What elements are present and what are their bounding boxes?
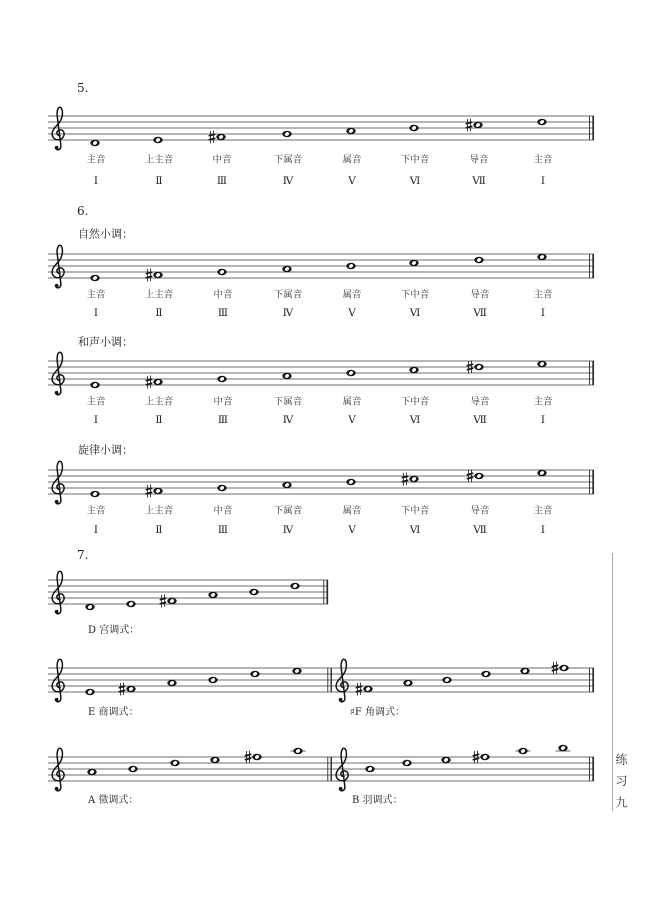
treble-clef-stroke — [52, 461, 64, 503]
scale-degree-label: 导音 — [470, 396, 490, 408]
sharp-bar — [552, 669, 559, 671]
scale-degree-label: 主音 — [533, 289, 553, 301]
scale-degree-numeral: Ⅰ — [93, 174, 99, 187]
whole-note — [556, 745, 571, 751]
scale-degree-numeral: Ⅱ — [155, 523, 163, 536]
side-tab-rule — [612, 553, 613, 811]
sharp-bar — [402, 476, 409, 478]
whole-note — [146, 269, 163, 282]
whole-note — [520, 668, 529, 674]
staff-natural-minor — [48, 245, 594, 287]
scale-degree-numeral: Ⅰ — [93, 413, 99, 426]
scale-degree-numeral: Ⅵ — [409, 413, 421, 426]
scale-degree-numeral: Ⅳ — [282, 523, 294, 536]
scale-degree-label: 主音 — [86, 396, 106, 408]
scale-degree-numeral: Ⅲ — [217, 306, 229, 319]
scale-degree-numeral: Ⅰ — [540, 174, 546, 187]
whole-note — [290, 583, 299, 589]
treble-clef — [336, 659, 348, 701]
staff-harmonic-minor — [48, 352, 594, 394]
scale-degree-numeral: Ⅰ — [540, 413, 546, 426]
treble-clef-dot — [55, 610, 59, 614]
natural-minor-title: 自然小调： — [78, 227, 133, 241]
staff-e-shang-fs-jue — [48, 659, 594, 701]
treble-clef — [336, 748, 348, 790]
scale-degree-label: 下属音 — [273, 505, 303, 517]
sharp-bar — [146, 492, 153, 494]
whole-note — [466, 119, 483, 132]
scale-degree-numeral: Ⅲ — [217, 523, 229, 536]
whole-note — [282, 373, 291, 379]
scale-degree-numeral: Ⅱ — [155, 306, 163, 319]
scale-degree-numeral: Ⅰ — [93, 523, 99, 536]
whole-note — [146, 376, 163, 389]
treble-clef-stroke — [336, 748, 348, 790]
whole-note — [409, 260, 418, 266]
whole-note — [537, 361, 546, 367]
whole-note — [282, 266, 291, 272]
treble-clef-dot — [55, 698, 59, 702]
scale-degree-label: 中音 — [213, 396, 233, 408]
scale-degree-label: 属音 — [342, 396, 362, 408]
sharp-bar — [552, 665, 559, 667]
treble-clef-stroke — [336, 659, 348, 701]
whole-note — [209, 131, 226, 144]
whole-note — [85, 604, 94, 610]
melodic-minor-title: 旋律小调： — [78, 443, 133, 457]
fs-jue-mode-label: ♯F 角调式： — [350, 707, 405, 718]
scale-degree-numeral: Ⅳ — [282, 413, 294, 426]
scale-degree-numeral: Ⅲ — [217, 413, 229, 426]
scale-degree-numeral: Ⅰ — [540, 523, 546, 536]
sharp-bar — [402, 480, 409, 482]
whole-note — [210, 757, 219, 763]
whole-note — [208, 592, 217, 598]
scale-degree-label: 主音 — [86, 289, 106, 301]
scale-degree-numeral: Ⅰ — [540, 306, 546, 319]
sharp-sign — [119, 683, 126, 696]
scale-degree-numeral: Ⅶ — [472, 174, 486, 187]
scale-degree-label: 下中音 — [400, 154, 430, 166]
scale-degree-numeral: Ⅶ — [473, 523, 487, 536]
d-gong-mode-label: D 宫调式： — [88, 625, 140, 636]
sharp-bar — [146, 276, 153, 278]
sharp-bar — [146, 383, 153, 385]
whole-note — [403, 680, 412, 686]
sharp-sign — [146, 376, 153, 389]
sharp-sign — [466, 119, 473, 132]
whole-note — [250, 671, 259, 677]
scale-degree-numeral: Ⅶ — [473, 306, 487, 319]
whole-note — [292, 668, 301, 674]
exercise-5-number: 5. — [77, 81, 89, 95]
sharp-sign — [160, 595, 167, 608]
treble-clef-stroke — [52, 107, 64, 149]
staff-d-gong — [48, 571, 328, 613]
whole-note — [346, 263, 355, 269]
whole-note — [85, 689, 94, 695]
scale-degree-label: 上主音 — [144, 289, 174, 301]
whole-note — [537, 254, 546, 260]
scale-degree-label: 导音 — [470, 289, 490, 301]
whole-note — [87, 769, 96, 775]
scale-degree-label: 下中音 — [400, 289, 430, 301]
sharp-bar — [466, 126, 473, 128]
staff-melodic-minor — [48, 461, 594, 503]
sharp-bar — [467, 364, 474, 366]
exercise-7-number: 7. — [77, 548, 89, 562]
whole-note — [537, 119, 546, 125]
whole-note — [409, 125, 418, 131]
sharp-bar — [467, 473, 474, 475]
scale-degree-label: 主音 — [86, 154, 106, 166]
scale-degree-label: 属音 — [342, 289, 362, 301]
exercise-6-number: 6. — [77, 204, 89, 218]
whole-note — [356, 683, 373, 696]
whole-note — [442, 677, 451, 683]
sharp-bar — [160, 602, 167, 604]
scale-degree-label: 主音 — [533, 396, 553, 408]
whole-note — [119, 683, 136, 696]
whole-note — [441, 757, 450, 763]
sharp-bar — [467, 368, 474, 370]
sharp-bar — [209, 134, 216, 136]
sharp-bar — [467, 477, 474, 479]
treble-clef-dot — [339, 787, 343, 791]
treble-clef — [52, 659, 64, 701]
whole-note — [217, 269, 226, 275]
whole-note — [217, 376, 226, 382]
scale-degree-numeral: Ⅰ — [93, 306, 99, 319]
scale-degree-label: 主音 — [86, 505, 106, 517]
scale-degree-numeral: Ⅵ — [409, 306, 421, 319]
whole-note — [249, 589, 258, 595]
whole-note — [365, 766, 374, 772]
whole-note — [537, 470, 546, 476]
whole-note — [481, 671, 490, 677]
treble-clef-dot — [339, 698, 343, 702]
whole-note — [291, 748, 306, 754]
whole-note — [170, 760, 179, 766]
whole-note — [90, 491, 99, 497]
whole-note — [282, 131, 291, 137]
whole-note — [346, 370, 355, 376]
treble-clef-stroke — [52, 245, 64, 287]
sharp-bar — [119, 690, 126, 692]
whole-note — [146, 485, 163, 498]
treble-clef — [52, 352, 64, 394]
treble-clef-stroke — [52, 571, 64, 613]
sharp-sign — [209, 131, 216, 144]
scale-degree-label: 下中音 — [400, 396, 430, 408]
scale-degree-label: 下属音 — [273, 289, 303, 301]
scale-degree-label: 属音 — [342, 154, 362, 166]
scale-degree-numeral: Ⅵ — [409, 174, 421, 187]
staff-a-zhi-b-yu — [48, 745, 594, 791]
scale-degree-numeral: Ⅴ — [348, 306, 356, 319]
whole-note — [128, 766, 137, 772]
scale-degree-label: 中音 — [212, 154, 232, 166]
scale-degree-label: 主音 — [533, 154, 553, 166]
sharp-sign — [146, 485, 153, 498]
whole-note — [346, 128, 355, 134]
whole-note — [402, 473, 419, 486]
sharp-bar — [160, 598, 167, 600]
scale-degree-label: 上主音 — [144, 505, 174, 517]
treble-clef-dot — [55, 500, 59, 504]
sharp-bar — [209, 138, 216, 140]
treble-clef-stroke — [52, 352, 64, 394]
scale-degree-label: 下属音 — [273, 396, 303, 408]
scale-degree-label: 上主音 — [144, 154, 174, 166]
sharp-bar — [473, 758, 480, 760]
treble-clef — [52, 107, 64, 149]
scale-degree-label: 导音 — [470, 505, 490, 517]
sharp-sign — [356, 683, 363, 696]
sharp-sign — [402, 473, 409, 486]
scale-degree-label: 属音 — [342, 505, 362, 517]
scale-degree-numeral: Ⅴ — [348, 174, 356, 187]
whole-note — [153, 137, 162, 143]
scale-degree-numeral: Ⅶ — [473, 413, 487, 426]
treble-clef — [52, 245, 64, 287]
sharp-bar — [146, 379, 153, 381]
sharp-bar — [245, 758, 252, 760]
a-zhi-mode-label: A 徵调式： — [88, 795, 139, 806]
whole-note — [90, 140, 99, 146]
sharp-bar — [356, 690, 363, 692]
scale-degree-label: 中音 — [213, 289, 233, 301]
sharp-bar — [356, 686, 363, 688]
sharp-bar — [473, 754, 480, 756]
scale-degree-label: 下属音 — [273, 154, 303, 166]
treble-clef — [52, 461, 64, 503]
scale-degree-numeral: Ⅲ — [216, 174, 228, 187]
sharp-bar — [146, 272, 153, 274]
scale-degree-label: 上主音 — [144, 396, 174, 408]
whole-note — [346, 479, 355, 485]
treble-clef-stroke — [52, 748, 64, 790]
e-shang-mode-label: E 商调式： — [88, 707, 139, 718]
sharp-bar — [245, 754, 252, 756]
sharp-bar — [146, 488, 153, 490]
scale-degree-numeral: Ⅱ — [155, 413, 163, 426]
harmonic-minor-title: 和声小调： — [78, 335, 133, 349]
treble-clef-dot — [55, 284, 59, 288]
side-tab-label: 练习九 — [614, 753, 628, 818]
staff-exercise-5 — [48, 107, 594, 149]
scale-degree-label: 下中音 — [400, 505, 430, 517]
scale-degree-label: 主音 — [533, 505, 553, 517]
scale-degree-numeral: Ⅴ — [348, 523, 356, 536]
whole-note — [217, 485, 226, 491]
whole-note — [90, 275, 99, 281]
b-yu-mode-label: B 羽调式： — [352, 795, 403, 806]
whole-note — [409, 367, 418, 373]
whole-note — [474, 257, 483, 263]
treble-clef — [52, 571, 64, 613]
sharp-sign — [146, 269, 153, 282]
treble-clef-stroke — [52, 659, 64, 701]
scale-degree-numeral: Ⅳ — [282, 306, 294, 319]
scale-degree-numeral: Ⅴ — [348, 413, 356, 426]
scale-degree-numeral: Ⅱ — [155, 174, 163, 187]
scale-degree-label: 中音 — [213, 505, 233, 517]
treble-clef — [52, 748, 64, 790]
whole-note — [516, 748, 531, 754]
sharp-bar — [119, 686, 126, 688]
treble-clef-dot — [55, 787, 59, 791]
sharp-bar — [466, 122, 473, 124]
whole-note — [282, 482, 291, 488]
whole-note — [160, 595, 177, 608]
whole-note — [402, 760, 411, 766]
whole-note — [208, 677, 217, 683]
scale-degree-numeral: Ⅵ — [409, 523, 421, 536]
scale-degree-numeral: Ⅳ — [282, 174, 294, 187]
whole-note — [126, 601, 135, 607]
scale-degree-label: 导音 — [469, 154, 489, 166]
whole-note — [90, 382, 99, 388]
whole-note — [167, 680, 176, 686]
treble-clef-dot — [55, 391, 59, 395]
treble-clef-dot — [55, 146, 59, 150]
